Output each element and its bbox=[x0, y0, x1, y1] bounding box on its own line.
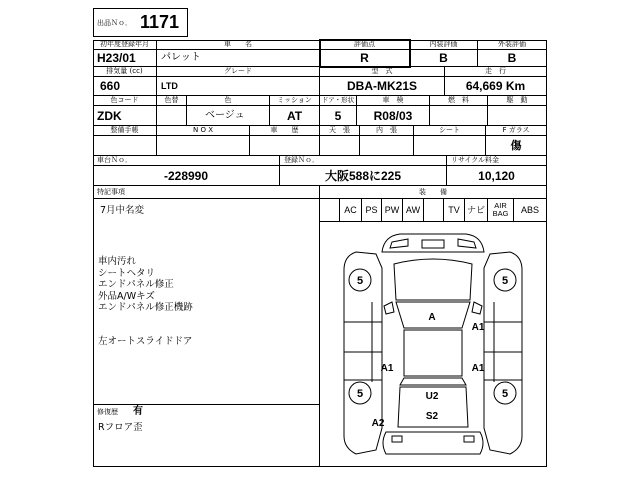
grade-header: グレード bbox=[157, 67, 320, 77]
headliner-value bbox=[320, 136, 360, 156]
equipment-pw: PW bbox=[382, 199, 403, 222]
car-name-header: 車 名 bbox=[157, 40, 320, 50]
doors-header: ドア・形状 bbox=[320, 96, 357, 106]
color-header: 色 bbox=[187, 96, 270, 106]
plate-number-value: 大阪588に225 bbox=[280, 166, 447, 186]
equipment-ps: PS bbox=[362, 199, 382, 222]
remark-item: 車内汚れ bbox=[98, 256, 137, 267]
headliner-header: 天 張 bbox=[320, 126, 360, 136]
left-rear-quarter-damage-mark: A2 bbox=[371, 418, 385, 429]
exterior-grade-header: 外装評価 bbox=[478, 40, 546, 50]
remark-item: エンドパネル修正 bbox=[98, 279, 174, 290]
right-front-damage-mark: A1 bbox=[471, 322, 485, 333]
model-code-value: DBA-MK21S bbox=[320, 77, 445, 96]
vehicle-history-value bbox=[250, 136, 320, 156]
windshield-value: 傷 bbox=[486, 136, 546, 156]
vehicle-history-header: 車 歴 bbox=[250, 126, 320, 136]
car-damage-diagram bbox=[320, 222, 546, 466]
front-plate-outline bbox=[422, 240, 444, 248]
fuel-header: 燃 料 bbox=[430, 96, 488, 106]
interior-trim-value bbox=[360, 136, 414, 156]
equipment-navi: ナビ bbox=[465, 199, 488, 222]
left-rear-door-damage-mark: A1 bbox=[380, 363, 394, 374]
front-right-wheel-mark: 5 bbox=[501, 275, 509, 287]
inspection-value: R08/03 bbox=[357, 106, 430, 126]
remark-item: エンドパネル修正機跡 bbox=[98, 302, 193, 313]
repair-history-note: Rフロア歪 bbox=[98, 422, 143, 433]
equipment-airbag: AIR BAG bbox=[488, 199, 514, 222]
equipment-abs: ABS bbox=[514, 199, 546, 222]
displacement-header: 排気量 (cc) bbox=[93, 67, 157, 77]
color-code-header: 色コード bbox=[93, 96, 157, 106]
rear-left-taillight bbox=[392, 436, 402, 442]
equipment-aw: AW bbox=[403, 199, 424, 222]
left-mirror bbox=[384, 302, 394, 314]
nox-header: N O X bbox=[157, 126, 250, 136]
mileage-header: 走 行 bbox=[445, 67, 546, 77]
front-left-wheel-mark: 5 bbox=[356, 275, 364, 287]
color-code-value: ZDK bbox=[93, 106, 157, 126]
roof-outline bbox=[404, 330, 462, 376]
lot-number-box bbox=[93, 8, 188, 37]
equipment-ac: AC bbox=[340, 199, 362, 222]
remark-first-line: 7月中名変 bbox=[100, 205, 145, 216]
lot-number-label: 出品Ｎｏ． bbox=[97, 19, 132, 27]
transmission-header: ミッション bbox=[270, 96, 320, 106]
front-right-headlight bbox=[458, 239, 476, 248]
color-change-header: 色替 bbox=[157, 96, 187, 106]
first-registration-value: H23/01 bbox=[93, 50, 157, 67]
windshield-damage-mark: A bbox=[428, 312, 436, 323]
color-change-value bbox=[157, 106, 187, 126]
first-registration-header: 初年度登録年月 bbox=[93, 40, 157, 50]
exterior-grade-value: B bbox=[478, 50, 546, 67]
remark-list bbox=[98, 256, 193, 314]
mileage-value: 64,669 Km bbox=[445, 77, 546, 96]
windshield-header: F ガラス bbox=[486, 126, 546, 136]
rear-right-wheel-mark: 5 bbox=[501, 388, 509, 400]
seat-header: シート bbox=[414, 126, 486, 136]
rear-hatch-lower-damage-mark: S2 bbox=[425, 411, 439, 422]
drive-value bbox=[488, 106, 546, 126]
front-bumper-outline bbox=[382, 234, 484, 252]
right-mirror bbox=[472, 302, 482, 314]
remark-item: シートヘタリ bbox=[98, 267, 156, 279]
fuel-value bbox=[430, 106, 488, 126]
recycle-fee-value: 10,120 bbox=[447, 166, 546, 186]
displacement-value: 660 bbox=[93, 77, 157, 96]
remark-item: 外品A/Wキズ bbox=[98, 290, 155, 302]
repair-history-area bbox=[93, 405, 320, 466]
equipment-blank-lead bbox=[320, 199, 340, 222]
rear-right-taillight bbox=[464, 436, 474, 442]
rear-bumper-outline bbox=[383, 432, 483, 454]
nox-value bbox=[157, 136, 250, 156]
grade-value: LTD bbox=[157, 77, 320, 96]
car-name-value: パレット bbox=[157, 50, 320, 67]
equipment-header: 装 備 bbox=[320, 186, 546, 199]
inspection-header: 車 検 bbox=[357, 96, 430, 106]
service-book-value bbox=[93, 136, 157, 156]
interior-trim-header: 内 張 bbox=[360, 126, 414, 136]
front-left-headlight bbox=[390, 239, 408, 248]
rear-left-wheel-mark: 5 bbox=[356, 388, 364, 400]
equipment-blank bbox=[424, 199, 444, 222]
equipment-tv: TV bbox=[444, 199, 465, 222]
transmission-value: AT bbox=[270, 106, 320, 126]
recycle-fee-header: リサイクル料金 bbox=[447, 156, 546, 166]
remarks-area bbox=[93, 199, 320, 405]
remark-extra: 左オートスライドドア bbox=[98, 336, 193, 347]
repair-history-value: 有 bbox=[133, 406, 143, 417]
score-value: R bbox=[320, 50, 410, 67]
right-rear-door-damage-mark: A1 bbox=[471, 363, 485, 374]
model-code-header: 型 式 bbox=[320, 67, 445, 77]
service-book-header: 整備手帳 bbox=[93, 126, 157, 136]
chassis-number-value: -228990 bbox=[93, 166, 280, 186]
color-value: ベージュ bbox=[187, 106, 270, 126]
plate-number-header: 登録Ｎｏ． bbox=[280, 156, 447, 166]
drive-header: 駆 動 bbox=[488, 96, 546, 106]
doors-value: 5 bbox=[320, 106, 357, 126]
chassis-number-header: 車台Ｎｏ． bbox=[93, 156, 280, 166]
rear-hatch-upper-damage-mark: U2 bbox=[425, 391, 439, 402]
hood-outline bbox=[394, 259, 472, 300]
score-header: 評価点 bbox=[320, 40, 410, 50]
interior-grade-value: B bbox=[410, 50, 478, 67]
lot-number: 1171 bbox=[140, 12, 180, 32]
repair-history-label: 修復歴 bbox=[97, 408, 118, 416]
remarks-header: 特記事項 bbox=[93, 186, 320, 199]
seat-value bbox=[414, 136, 486, 156]
rear-window-outline bbox=[400, 378, 466, 385]
interior-grade-header: 内装評価 bbox=[410, 40, 478, 50]
